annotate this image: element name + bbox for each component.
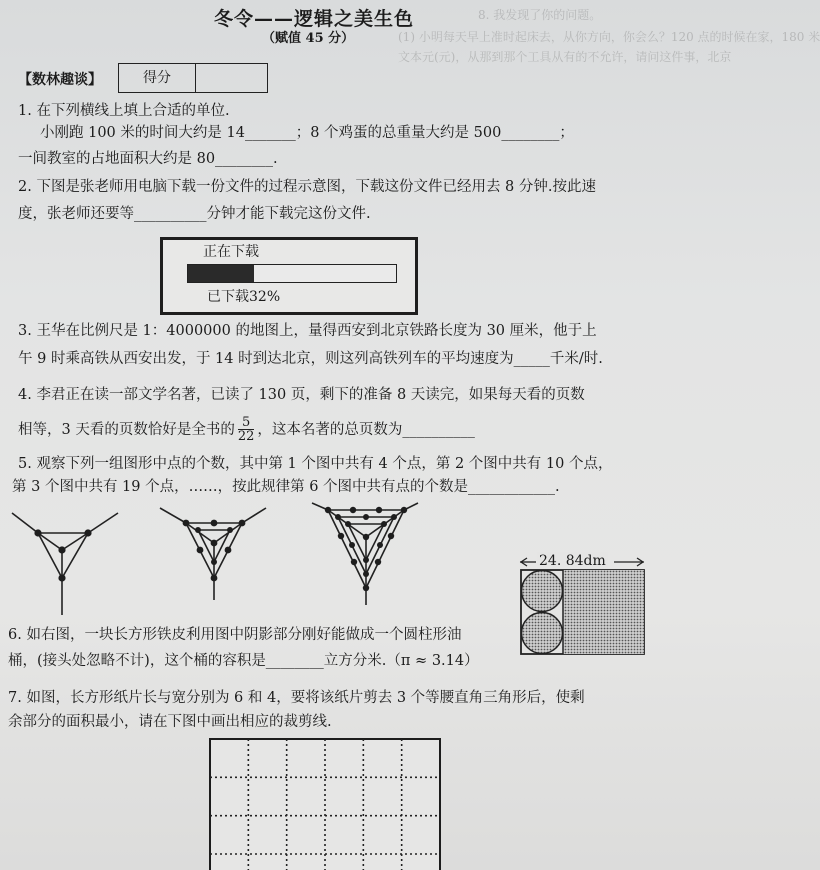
section-label: 【数林趣谈】 (18, 72, 102, 88)
q6-line2: 桶，(接头处忽略不计)，这个桶的容积是________立方分米.（π ≈ 3.14） (8, 653, 479, 669)
q6-line1: 6. 如右图，一块长方形铁皮利用图中阴影部分刚好能做成一个圆柱形油 (8, 627, 462, 643)
q4-line2a: 相等，3 天看的页数恰好是全书的 (18, 421, 235, 438)
download-title: 正在下载 (203, 244, 259, 260)
q4-fraction-denominator: 22 (237, 429, 255, 444)
q6-dimension-label: 24. 84dm (539, 553, 606, 569)
bleed-through-text: 文本元(元)，从那到那个工具从有的不允许，请问这件事，北京 (398, 50, 732, 64)
q2-line1: 2. 下图是张老师用电脑下载一份文件的过程示意图，下载这份文件已经用去 8 分钟.按此速 (18, 179, 596, 195)
q3-line2: 午 9 时乘高铁从西安出发，于 14 时到达北京，则这列高铁列车的平均速度为_____千米/时. (18, 351, 603, 367)
q5-line1: 5. 观察下列一组图形中点的个数，其中第 1 个图中共有 4 个点，第 2 个图中共有 10 个点， (18, 456, 613, 472)
q2-line2: 度，张老师还要等__________分钟才能下载完这份文件. (18, 206, 371, 222)
page-title: 冬令——逻辑之美生色 (214, 8, 415, 30)
bleed-through-text: (1) 小明每天早上准时起床去，从你方向，你会么？120 点的时候在家，180 米 (398, 30, 820, 44)
q1-prompt: 1. 在下列横线上填上合适的单位. (18, 103, 230, 119)
download-status: 已下载32% (207, 289, 281, 305)
q1-line3: 一间教室的占地面积大约是 80________. (18, 151, 278, 167)
score-label: 得分 (119, 64, 196, 92)
q7-line2: 余部分的面积最小，请在下图中画出相应的裁剪线. (8, 714, 332, 730)
q4-line2b: ，这本名著的总页数为__________ (257, 421, 475, 438)
q1-line2: 小刚跑 100 米的时间大约是 14_______；8 个鸡蛋的总重量大约是 500________； (40, 125, 574, 141)
q4-fraction-numerator: 5 (238, 416, 255, 430)
q7-line1: 7. 如图，长方形纸片长与宽分别为 6 和 4，要将该纸片剪去 3 个等腰直角三角形后，使剩 (8, 690, 585, 706)
q3-line1: 3. 王华在比例尺是 1：4000000 的地图上，量得西安到北京铁路长度为 30 厘米，他于上 (18, 323, 597, 339)
q4-line1: 4. 李君正在读一部文学名著，已读了 130 页，剩下的准备 8 天读完，如果每天看的页数 (18, 387, 585, 403)
page-subtitle: （赋值 45 分） (262, 31, 355, 46)
q5-line2: 第 3 个图中共有 19 个点，……，按此规律第 6 个图中共有点的个数是____________. (12, 479, 560, 495)
bleed-through-text: 8. 我发现了你的问题。 (478, 8, 602, 22)
